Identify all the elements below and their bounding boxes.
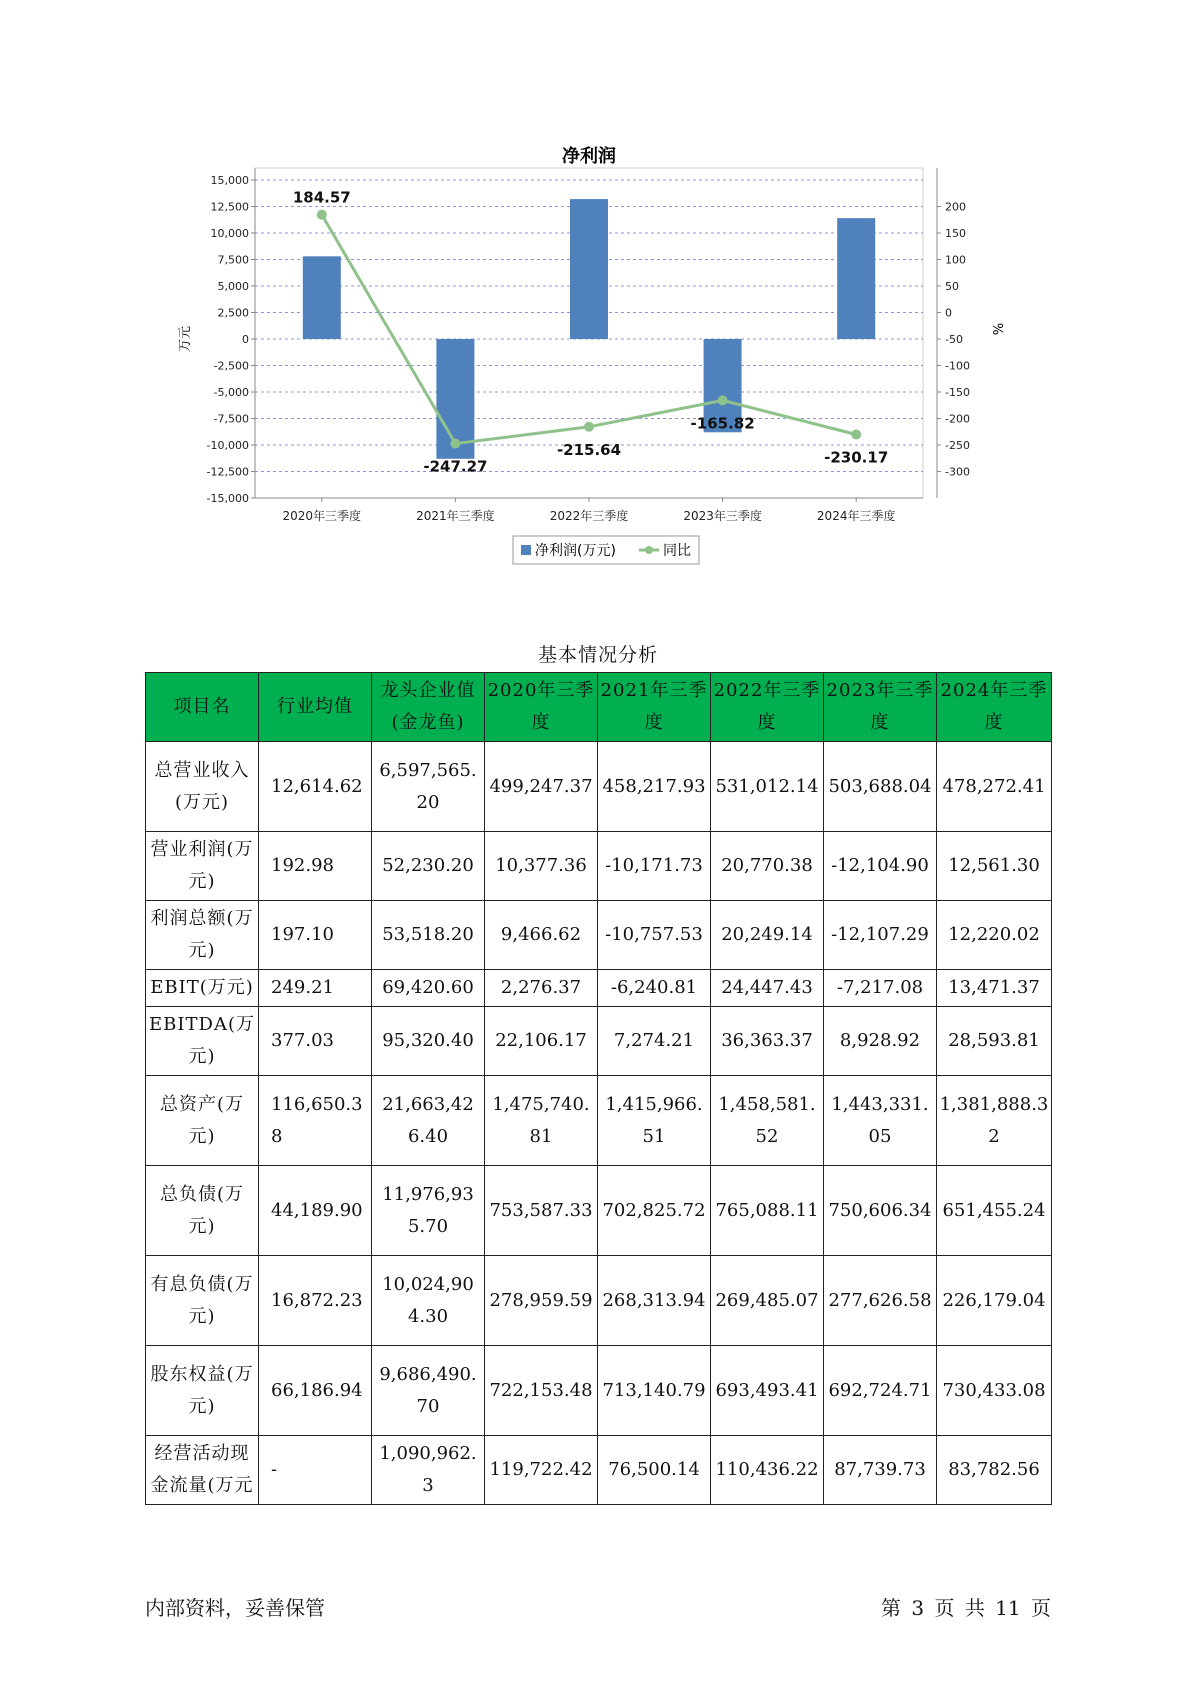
table-cell-avg: 16,872.23 xyxy=(259,1256,372,1346)
table-cell-lead: 69,420.60 xyxy=(372,970,485,1007)
table-cell-avg: 12,614.62 xyxy=(259,742,372,832)
table-cell-y2021: 702,825.72 xyxy=(598,1166,711,1256)
y-left-tick-label: 0 xyxy=(242,333,249,346)
table-cell-y2023: -12,107.29 xyxy=(824,901,937,970)
table-row xyxy=(146,1166,1052,1256)
table-cell-y2020: 278,959.59 xyxy=(485,1256,598,1346)
table-cell-y2023: 692,724.71 xyxy=(824,1346,937,1436)
y-left-tick-label: -2,500 xyxy=(213,359,249,373)
table-row xyxy=(146,1007,1052,1076)
y-left-tick-label: -7,500 xyxy=(213,412,249,426)
header-2021-q3: 2021年三季度 xyxy=(598,673,711,742)
table-cell-lead: 52,230.20 xyxy=(372,832,485,901)
table-cell-avg: 377.03 xyxy=(259,1007,372,1076)
line-yoy-data-label: -247.27 xyxy=(423,457,488,476)
table-row xyxy=(146,970,1052,1007)
y-left-tick-label: -10,000 xyxy=(206,439,249,452)
chart-canvas xyxy=(175,140,1035,595)
table-cell-item-name: 利润总额(万元) xyxy=(146,901,259,970)
table-cell-y2024: 226,179.04 xyxy=(937,1256,1052,1346)
header-leader-value: 龙头企业值(金龙鱼) xyxy=(372,673,485,742)
table-cell-y2021: -10,757.53 xyxy=(598,901,711,970)
y-right-tick-label: -200 xyxy=(945,412,970,426)
table-cell-item-name: 股东权益(万元) xyxy=(146,1346,259,1436)
table-body xyxy=(146,742,1052,1505)
table-cell-y2023: 1,443,331.05 xyxy=(824,1076,937,1166)
table-cell-y2022: 20,249.14 xyxy=(711,901,824,970)
y-left-tick-label: -5,000 xyxy=(213,386,249,399)
footer-confidential-note: 内部资料，妥善保管 xyxy=(145,1596,325,1620)
y-left-tick-label: -15,000 xyxy=(206,492,249,505)
table-cell-y2021: -10,171.73 xyxy=(598,832,711,901)
table-cell-y2021: -6,240.81 xyxy=(598,970,711,1007)
net-profit-chart xyxy=(175,140,1035,595)
table-cell-y2020: 2,276.37 xyxy=(485,970,598,1007)
table-cell-y2020: 22,106.17 xyxy=(485,1007,598,1076)
line-yoy-point xyxy=(317,210,327,220)
table-cell-y2024: 1,381,888.32 xyxy=(937,1076,1052,1166)
y-left-tick-label: 7,500 xyxy=(217,253,249,267)
table-cell-item-name: EBIT(万元) xyxy=(146,970,259,1007)
table-row xyxy=(146,1436,1052,1505)
table-cell-lead: 9,686,490.70 xyxy=(372,1346,485,1436)
table-cell-y2022: 693,493.41 xyxy=(711,1346,824,1436)
table-cell-item-name: 总营业收入(万元) xyxy=(146,742,259,832)
y-right-tick-label: 50 xyxy=(945,280,959,293)
header-industry-avg: 行业均值 xyxy=(259,673,372,742)
chart-title: 净利润 xyxy=(562,146,616,167)
table-cell-lead: 1,090,962.3 xyxy=(372,1436,485,1505)
y-right-tick-label: 0 xyxy=(945,306,952,320)
table-row xyxy=(146,832,1052,901)
table-cell-item-name: 营业利润(万元) xyxy=(146,832,259,901)
y-right-tick-label: -250 xyxy=(945,439,970,452)
table-header-row xyxy=(146,673,1052,742)
table-cell-y2023: -12,104.90 xyxy=(824,832,937,901)
line-yoy-data-label: -165.82 xyxy=(690,414,755,433)
table-cell-item-name: 总负债(万元) xyxy=(146,1166,259,1256)
line-yoy-point xyxy=(718,395,728,405)
table-row xyxy=(146,1346,1052,1436)
table-cell-avg: 116,650.38 xyxy=(259,1076,372,1166)
table-cell-y2024: 478,272.41 xyxy=(937,742,1052,832)
table-cell-y2022: 110,436.22 xyxy=(711,1436,824,1505)
table-cell-lead: 11,976,935.70 xyxy=(372,1166,485,1256)
table-cell-y2022: 531,012.14 xyxy=(711,742,824,832)
table-cell-lead: 21,663,426.40 xyxy=(372,1076,485,1166)
y-left-tick-label: -12,500 xyxy=(206,465,249,479)
header-item-name: 项目名 xyxy=(146,673,259,742)
table-cell-y2024: 651,455.24 xyxy=(937,1166,1052,1256)
y-right-tick-label: -300 xyxy=(945,465,970,479)
table-cell-item-name: EBITDA(万元) xyxy=(146,1007,259,1076)
line-yoy-point xyxy=(851,429,861,439)
y-right-tick-label: 200 xyxy=(945,200,966,214)
line-yoy-data-label: -230.17 xyxy=(824,448,889,467)
table-cell-y2021: 458,217.93 xyxy=(598,742,711,832)
y-left-tick-label: 15,000 xyxy=(210,174,249,187)
line-yoy-data-label: -215.64 xyxy=(556,440,622,459)
table-cell-y2023: 750,606.34 xyxy=(824,1166,937,1256)
header-2022-q3: 2022年三季度 xyxy=(711,673,824,742)
y-right-tick-label: -100 xyxy=(945,359,970,373)
table-cell-lead: 6,597,565.20 xyxy=(372,742,485,832)
header-2024-q3: 2024年三季度 xyxy=(937,673,1052,742)
table-cell-lead: 95,320.40 xyxy=(372,1007,485,1076)
y-right-axis-label: % xyxy=(989,322,1004,336)
y-left-tick-label: 12,500 xyxy=(210,200,249,214)
legend-label-yoy: 同比 xyxy=(663,543,691,559)
table-row xyxy=(146,1256,1052,1346)
y-right-tick-label: 100 xyxy=(945,253,966,267)
table-cell-avg: - xyxy=(259,1436,372,1505)
y-left-axis-label: 万元 xyxy=(178,325,193,353)
table-cell-y2021: 7,274.21 xyxy=(598,1007,711,1076)
table-cell-item-name: 总资产(万元) xyxy=(146,1076,259,1166)
x-tick-label: 2022年三季度 xyxy=(549,509,629,523)
legend-label-net-profit: 净利润(万元) xyxy=(535,543,616,559)
table-cell-y2022: 1,458,581.52 xyxy=(711,1076,824,1166)
table-cell-y2022: 765,088.11 xyxy=(711,1166,824,1256)
x-tick-label: 2024年三季度 xyxy=(816,509,896,523)
table-cell-y2020: 722,153.48 xyxy=(485,1346,598,1436)
table-cell-item-name: 有息负债(万元) xyxy=(146,1256,259,1346)
table-cell-avg: 197.10 xyxy=(259,901,372,970)
table-cell-avg: 44,189.90 xyxy=(259,1166,372,1256)
bar-net-profit xyxy=(303,256,341,339)
table-cell-y2022: 36,363.37 xyxy=(711,1007,824,1076)
y-left-tick-label: 10,000 xyxy=(210,227,249,240)
table-cell-y2020: 10,377.36 xyxy=(485,832,598,901)
table-cell-y2020: 119,722.42 xyxy=(485,1436,598,1505)
footer-page-number: 第 3 页 共 11 页 xyxy=(881,1596,1051,1620)
table-cell-y2024: 730,433.08 xyxy=(937,1346,1052,1436)
y-right-tick-label: 150 xyxy=(945,227,966,240)
y-left-tick-label: 5,000 xyxy=(217,280,249,293)
basic-analysis-table xyxy=(145,672,1052,1505)
table-row xyxy=(146,901,1052,970)
table-cell-y2023: 87,739.73 xyxy=(824,1436,937,1505)
table-cell-y2024: 83,782.56 xyxy=(937,1436,1052,1505)
y-right-tick-label: -50 xyxy=(945,333,963,346)
y-right-tick-label: -150 xyxy=(945,386,970,399)
table-cell-y2021: 1,415,966.51 xyxy=(598,1076,711,1166)
table-cell-y2021: 713,140.79 xyxy=(598,1346,711,1436)
table-cell-y2023: 277,626.58 xyxy=(824,1256,937,1346)
table-cell-avg: 66,186.94 xyxy=(259,1346,372,1436)
table-cell-y2024: 12,561.30 xyxy=(937,832,1052,901)
legend-swatch-net-profit xyxy=(521,545,531,555)
table-cell-y2021: 76,500.14 xyxy=(598,1436,711,1505)
table-cell-item-name: 经营活动现金流量(万元 xyxy=(146,1436,259,1505)
table-cell-y2022: 24,447.43 xyxy=(711,970,824,1007)
header-2020-q3: 2020年三季度 xyxy=(485,673,598,742)
table-cell-y2024: 12,220.02 xyxy=(937,901,1052,970)
y-left-tick-label: 2,500 xyxy=(217,306,249,320)
table-cell-avg: 249.21 xyxy=(259,970,372,1007)
table-cell-lead: 53,518.20 xyxy=(372,901,485,970)
header-2023-q3: 2023年三季度 xyxy=(824,673,937,742)
table-cell-avg: 192.98 xyxy=(259,832,372,901)
table-cell-y2020: 499,247.37 xyxy=(485,742,598,832)
line-yoy-data-label: 184.57 xyxy=(292,188,351,207)
table-cell-y2020: 9,466.62 xyxy=(485,901,598,970)
table-cell-lead: 10,024,904.30 xyxy=(372,1256,485,1346)
x-tick-label: 2023年三季度 xyxy=(683,509,762,523)
line-yoy-point xyxy=(450,439,460,449)
table-cell-y2024: 28,593.81 xyxy=(937,1007,1052,1076)
table-title: 基本情况分析 xyxy=(537,644,658,666)
table-cell-y2023: -7,217.08 xyxy=(824,970,937,1007)
table-cell-y2023: 503,688.04 xyxy=(824,742,937,832)
line-yoy-point xyxy=(584,422,594,432)
table-cell-y2021: 268,313.94 xyxy=(598,1256,711,1346)
table-cell-y2024: 13,471.37 xyxy=(937,970,1052,1007)
bar-net-profit xyxy=(570,199,608,339)
table-cell-y2020: 1,475,740.81 xyxy=(485,1076,598,1166)
table-cell-y2020: 753,587.33 xyxy=(485,1166,598,1256)
table-row xyxy=(146,1076,1052,1166)
table-row xyxy=(146,742,1052,832)
bar-net-profit xyxy=(837,218,875,339)
legend-swatch-yoy-marker xyxy=(645,546,653,554)
x-tick-label: 2020年三季度 xyxy=(282,509,362,523)
table-cell-y2023: 8,928.92 xyxy=(824,1007,937,1076)
table-cell-y2022: 20,770.38 xyxy=(711,832,824,901)
table-cell-y2022: 269,485.07 xyxy=(711,1256,824,1346)
x-tick-label: 2021年三季度 xyxy=(416,509,495,523)
